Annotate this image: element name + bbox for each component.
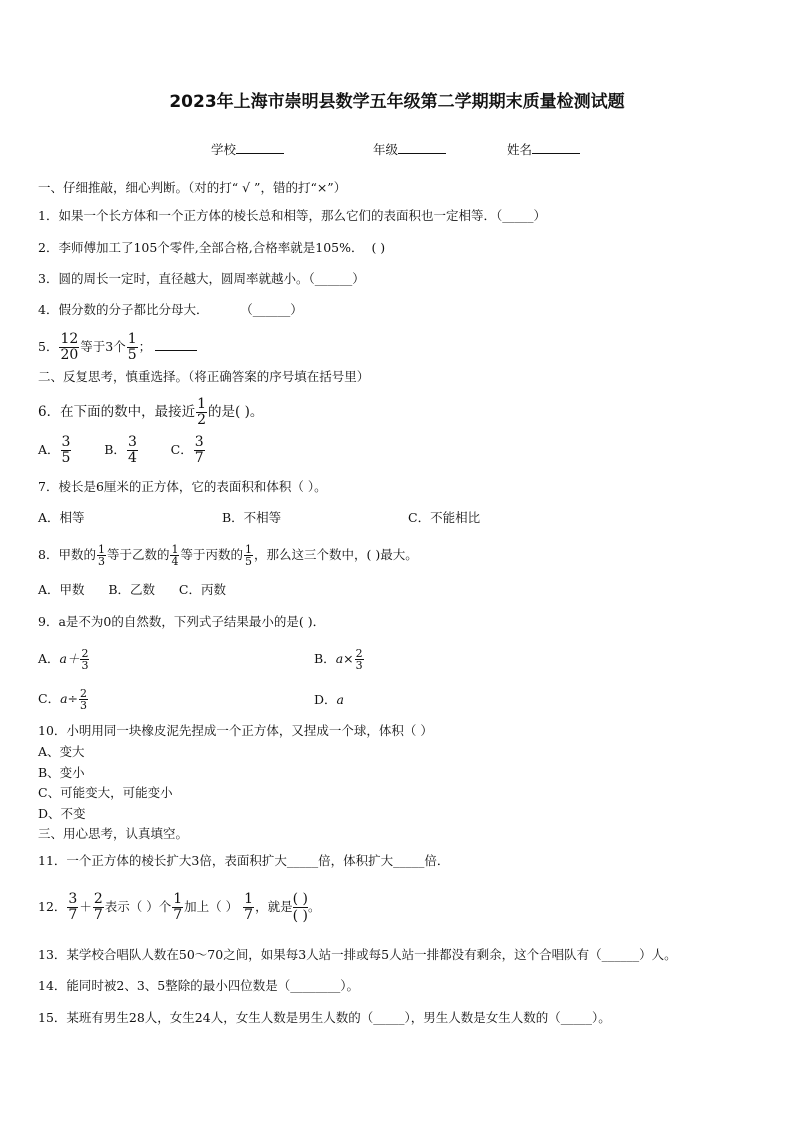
fraction: $\frac{1}{5}$ [127,331,137,363]
question-3: 3．圆的周长一定时，直径越大，圆周率就越小。（______） [38,271,365,286]
fraction: $\frac{2}{7}$ [93,891,103,923]
question-12: 12． $\frac{3}{7}$ ＋ $\frac{2}{7}$ 表示（ ）个 $\frac{1}{7}$ 加上（ ） $\frac{1}{7}$ ，就是 ( ) ( ) 。 [38,891,321,924]
fraction: $\frac{3}{7}$ [68,891,78,923]
question-5: 5． $\frac{12}{20}$ 等于3个 $\frac{1}{5}$ ； [38,332,197,363]
option-a[interactable]: A． $\frac{3}{5}$ [38,434,71,466]
answer-blank[interactable] [155,338,197,351]
option-c[interactable]: C、可能变大，可能变小 [38,785,173,800]
option-a[interactable]: A．相等 [38,510,85,525]
section-3-heading: 三、用心思考，认真填空。 [38,826,189,841]
question-4: 4．假分数的分子都比分母大． （______） [38,302,303,317]
school-label: 学校 [211,142,237,157]
question-6-options [38,435,206,466]
grade-field[interactable] [373,140,446,158]
answer-fraction[interactable]: ( ) ( ) [292,891,308,924]
question-2: 2．李师傅加工了105个零件,全部合格,合格率就是105%． ( ) [38,240,386,255]
option-d[interactable]: D、不变 [38,806,86,821]
fraction: $\frac{12}{20}$ [60,331,79,363]
question-6: 6．在下面的数中，最接近 $\frac{1}{2}$ 的是( )。 [38,396,264,428]
option-b[interactable]: B．a× $\frac{2}{3}$ [314,647,363,672]
answer-paren[interactable]: ( ) [371,240,386,255]
question-8-options[interactable]: A．甲数 B．乙数 C．丙数 [38,582,226,597]
question-14: 14．能同时被2、3、5整除的最小四位数是（________）。 [38,978,360,993]
option-b[interactable]: B．不相等 [222,510,282,525]
option-b[interactable]: B． $\frac{3}{4}$ [104,434,137,466]
section-1-heading: 一、仔细推敲，细心判断。（对的打“ √ ”，错的打“×”） [38,180,347,195]
option-c[interactable]: C． $\frac{3}{7}$ [170,434,204,466]
answer-paren[interactable]: （______） [308,271,365,286]
option-b[interactable]: B、变小 [38,765,85,780]
question-10: 10．小明用同一块橡皮泥先捏成一个正方体，又捏成一个球，体积（ ） [38,723,433,738]
question-15: 15．某班有男生28人，女生24人，女生人数是男生人数的（_____），男生人数是女生人数的（_____）。 [38,1010,611,1025]
option-c[interactable]: C．不能相比 [408,510,481,525]
fraction: $\frac{1}{2}$ [197,396,207,428]
option-a[interactable]: A．a＋ $\frac{2}{3}$ [38,647,89,672]
question-11: 11．一个正方体的棱长扩大3倍，表面积扩大_____倍，体积扩大_____倍． [38,853,450,868]
option-d[interactable]: D．a [314,692,344,707]
grade-label: 年级 [373,142,399,157]
school-field[interactable] [211,140,284,158]
fraction: $\frac{1}{5}$ [244,543,252,568]
answer-paren[interactable]: （_____） [495,208,546,223]
question-7: 7．棱长是6厘米的正方体，它的表面积和体积（ ）。 [38,479,327,494]
fraction: $\frac{1}{3}$ [97,543,105,568]
question-1: 1．如果一个长方体和一个正方体的棱长总和相等，那么它们的表面积也一定相等．（_____） [38,208,546,223]
page-title: 2023年上海市崇明县数学五年级第二学期期末质量检测试题 [169,92,625,112]
question-13: 13．某学校合唱队人数在50～70之间，如果每3人站一排或每5人站一排都没有剩余，这个合唱队有（______）人。 [38,947,677,962]
question-8: 8．甲数的 $\frac{1}{3}$ 等于乙数的 $\frac{1}{4}$ 等于丙数的 $\frac{1}{5}$ ，那么这三个数中，( )最大。 [38,543,418,568]
answer-paren[interactable]: （______） [240,302,303,317]
name-field[interactable] [507,140,580,158]
section-2-heading: 二、反复思考，慎重选择。（将正确答案的序号填在括号里） [38,369,370,384]
fraction: $\frac{1}{7}$ [173,891,183,923]
option-c[interactable]: C．a÷ $\frac{2}{3}$ [38,687,88,712]
option-a[interactable]: A、变大 [38,744,85,759]
fraction: $\frac{1}{7}$ [244,891,254,923]
question-9: 9．a是不为0的自然数，下列式子结果最小的是( )． [38,614,326,629]
name-label: 姓名 [507,142,533,157]
fraction: $\frac{1}{4}$ [171,543,179,568]
